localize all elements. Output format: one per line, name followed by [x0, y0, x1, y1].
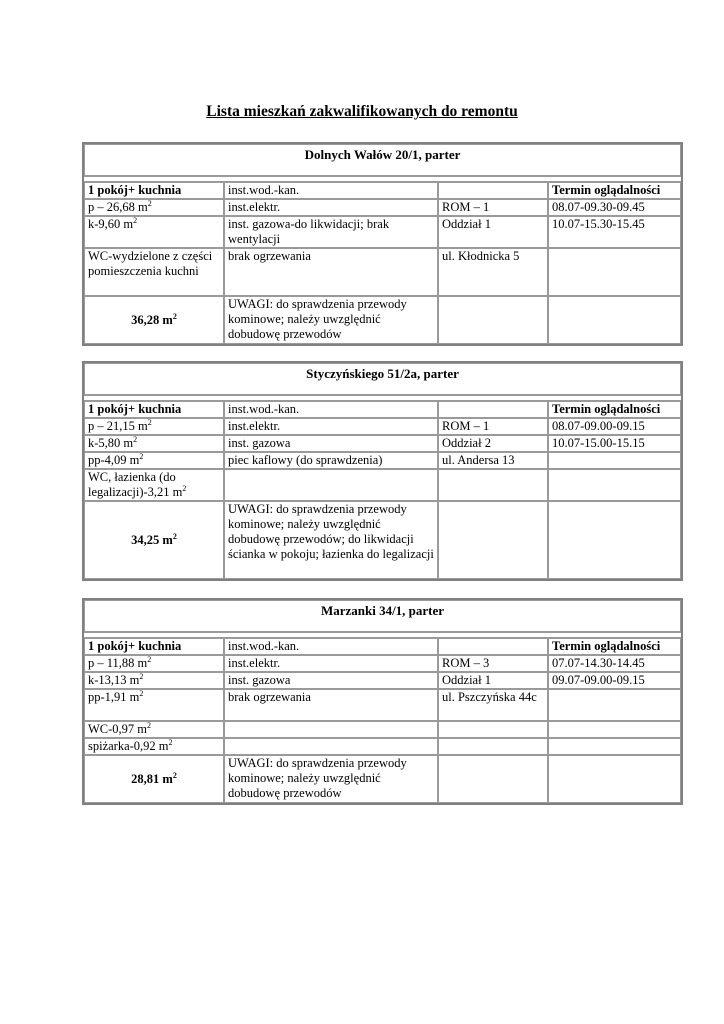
office-cell: ROM – 1: [438, 199, 548, 216]
viewing-time: 10.07-15.00-15.15: [548, 435, 681, 452]
office-address: ul. Pszczyńska 44c: [438, 689, 548, 721]
area-cell: k-5,80 $m^2$: [84, 435, 224, 452]
installation-cell: inst. gazowa: [224, 672, 438, 689]
installation-cell: inst.elektr.: [224, 655, 438, 672]
viewing-schedule-label: Termin oglądalności: [548, 638, 681, 655]
installation-cell: inst. gazowa: [224, 435, 438, 452]
apartment-table-3: [82, 598, 683, 805]
apartment-table-1: [82, 142, 683, 346]
installation-cell: [224, 721, 438, 738]
installation-cell: piec kaflowy (do sprawdzenia): [224, 452, 438, 469]
office-cell: Oddział 1: [438, 216, 548, 248]
office-address: ul. Kłodnicka 5: [438, 248, 548, 296]
office-cell: [438, 296, 548, 344]
total-area: 36,28 $m^2$: [84, 296, 224, 344]
room-layout: 1 pokój+ kuchnia: [84, 638, 224, 655]
office-cell: [438, 469, 548, 501]
apartment-address: Styczyńskiego 51/2a, parter: [84, 363, 681, 395]
document-title: Lista mieszkań zakwalifikowanych do remontu: [206, 103, 518, 120]
viewing-time: [548, 501, 681, 579]
office-cell: [438, 721, 548, 738]
viewing-time: 08.07-09.30-09.45: [548, 199, 681, 216]
viewing-time: [548, 721, 681, 738]
viewing-time: 09.07-09.00-09.15: [548, 672, 681, 689]
room-layout: 1 pokój+ kuchnia: [84, 401, 224, 418]
viewing-time: [548, 469, 681, 501]
viewing-time: [548, 452, 681, 469]
viewing-time: [548, 738, 681, 755]
installation-cell: [224, 469, 438, 501]
remarks: UWAGI: do sprawdzenia przewody kominowe; należy uwzględnić dobudowę przewodów: [224, 755, 438, 803]
viewing-time: 10.07-15.30-15.45: [548, 216, 681, 248]
office-cell: [438, 401, 548, 418]
apartment-table-2: [82, 361, 683, 581]
installation-cell: inst.wod.-kan.: [224, 638, 438, 655]
office-cell: ROM – 3: [438, 655, 548, 672]
viewing-time: 07.07-14.30-14.45: [548, 655, 681, 672]
installation-cell: brak ogrzewania: [224, 248, 438, 296]
viewing-time: 08.07-09.00-09.15: [548, 418, 681, 435]
installation-cell: inst.wod.-kan.: [224, 182, 438, 199]
viewing-schedule-label: Termin oglądalności: [548, 182, 681, 199]
office-cell: [438, 638, 548, 655]
total-area: 34,25 $m^2$: [84, 501, 224, 579]
area-cell: p – 11,88 $m^2$: [84, 655, 224, 672]
office-cell: [438, 738, 548, 755]
installation-cell: brak ogrzewania: [224, 689, 438, 721]
apartment-address: Dolnych Wałów 20/1, parter: [84, 144, 681, 176]
area-cell: WC-wydzielone z części pomieszczenia kuchni: [84, 248, 224, 296]
area-cell: WC, łazienka (do legalizacji)-3,21 $m^2$: [84, 469, 224, 501]
area-cell: pp-1,91 $m^2$: [84, 689, 224, 721]
total-area: 28,81 $m^2$: [84, 755, 224, 803]
office-cell: ROM – 1: [438, 418, 548, 435]
viewing-time: [548, 755, 681, 803]
office-cell: [438, 501, 548, 579]
installation-cell: [224, 738, 438, 755]
area-cell: k-9,60 $m^2$: [84, 216, 224, 248]
office-address: ul. Andersa 13: [438, 452, 548, 469]
area-cell: pp-4,09 $m^2$: [84, 452, 224, 469]
area-cell: WC-0,97 $m^2$: [84, 721, 224, 738]
viewing-schedule-label: Termin oglądalności: [548, 401, 681, 418]
viewing-time: [548, 248, 681, 296]
remarks: UWAGI: do sprawdzenia przewody kominowe; należy uwzględnić dobudowę przewodów: [224, 296, 438, 344]
apartment-address: Marzanki 34/1, parter: [84, 600, 681, 632]
office-cell: [438, 182, 548, 199]
installation-cell: inst.wod.-kan.: [224, 401, 438, 418]
office-cell: Oddział 1: [438, 672, 548, 689]
area-cell: spiżarka-0,92 $m^2$: [84, 738, 224, 755]
room-layout: 1 pokój+ kuchnia: [84, 182, 224, 199]
viewing-time: [548, 689, 681, 721]
installation-cell: inst.elektr.: [224, 418, 438, 435]
area-cell: p – 21,15 $m^2$: [84, 418, 224, 435]
remarks: UWAGI: do sprawdzenia przewody kominowe; należy uwzględnić dobudowę przewodów; do likwidacji ścianka w pokoju; łazienka do legalizacji: [224, 501, 438, 579]
installation-cell: inst. gazowa-do likwidacji; brak wentylacji: [224, 216, 438, 248]
installation-cell: inst.elektr.: [224, 199, 438, 216]
office-cell: Oddział 2: [438, 435, 548, 452]
office-cell: [438, 755, 548, 803]
area-cell: k-13,13 $m^2$: [84, 672, 224, 689]
area-cell: p – 26,68 $m^2$: [84, 199, 224, 216]
viewing-time: [548, 296, 681, 344]
